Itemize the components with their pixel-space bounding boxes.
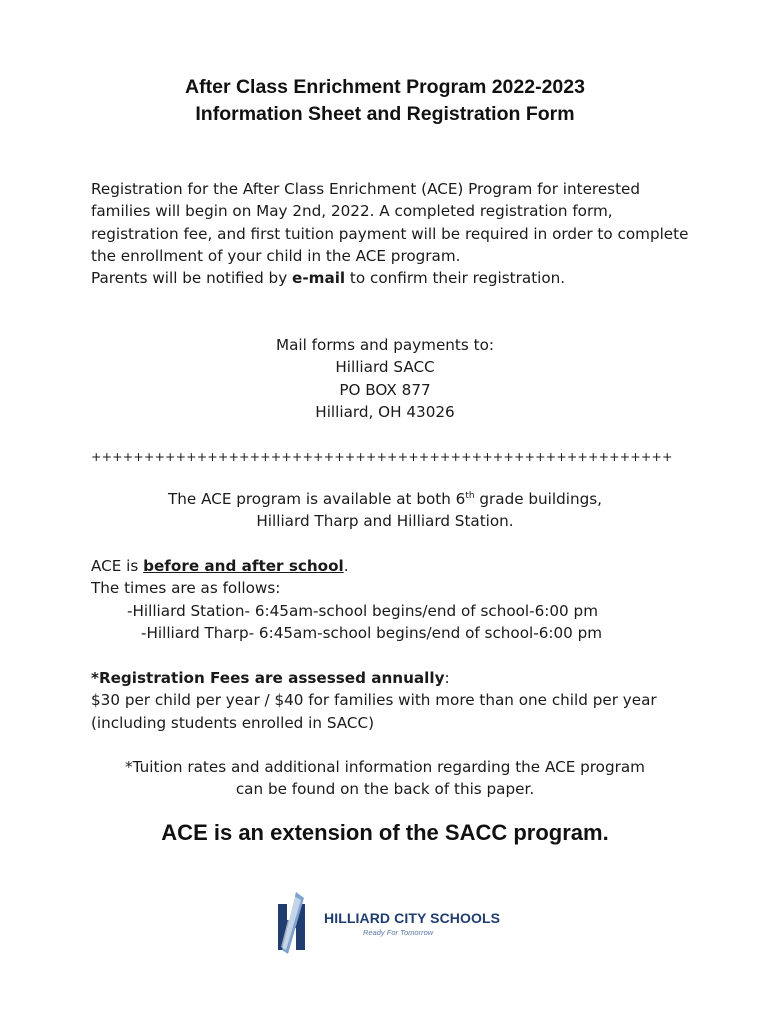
schedule-section <box>91 555 691 644</box>
before-after-school-emphasis: before and after school <box>143 557 344 575</box>
buildings-line1-post: grade buildings, <box>474 490 602 508</box>
ace-schedule-line <box>91 555 691 577</box>
tuition-line2: can be found on the back of this paper. <box>235 780 535 799</box>
registration-paragraph: Registration for the After Class Enrichment (ACE) Program for interested families will begin on May 2nd, 2022. A completed registration form, registration fee, and first tuition payment will be required in order to complete the enrollment of your child in the ACE program. <box>91 180 689 265</box>
buildings-line1 <box>0 488 770 510</box>
notification-text-post: to confirm their registration. <box>345 269 566 288</box>
mailing-address <box>0 334 770 423</box>
mail-po-box: PO BOX 877 <box>339 380 431 399</box>
ace-post: . <box>343 557 349 575</box>
ace-pre: ACE is <box>91 557 144 575</box>
notification-text-pre: Parents will be notified by <box>91 269 293 288</box>
email-emphasis: e-mail <box>292 269 346 288</box>
extension-statement: ACE is an extension of the SACC program. <box>161 820 609 845</box>
fees-heading-bold: *Registration Fees are assessed annually <box>91 669 445 687</box>
station-times: -Hilliard Station- 6:45am-school begins/end of school-6:00 pm <box>127 601 598 620</box>
school-logo <box>274 890 504 956</box>
page-title-line1: After Class Enrichment Program 2022-2023 <box>185 76 585 98</box>
tharp-times: -Hilliard Tharp- 6:45am-school begins/end of school-6:00 pm <box>141 623 603 642</box>
buildings-line1-pre: The ACE program is available at both 6 <box>168 490 466 508</box>
buildings-line2: Hilliard Tharp and Hilliard Station. <box>256 512 514 531</box>
mail-city: Hilliard, OH 43026 <box>315 402 455 421</box>
mail-heading: Mail forms and payments to: <box>276 336 494 354</box>
times-intro: The times are as follows: <box>91 579 281 598</box>
hilliard-h-logo-icon <box>274 890 318 956</box>
notification-paragraph <box>91 267 691 289</box>
registration-section <box>91 178 691 289</box>
ordinal-suffix: th <box>465 490 475 501</box>
logo-school-name: HILLIARD CITY SCHOOLS <box>324 910 501 926</box>
tuition-note <box>0 756 770 801</box>
tuition-line1: *Tuition rates and additional information regarding the ACE program <box>125 758 645 776</box>
mail-recipient: Hilliard SACC <box>335 358 435 377</box>
logo-tagline: Ready For Tomorrow <box>363 928 434 937</box>
buildings-section <box>0 488 770 533</box>
fees-heading-colon: : <box>444 669 450 687</box>
plus-separator: +++++++++++++++++++++++++++++++++++++++++++++++++++++++ <box>91 449 673 464</box>
fees-section <box>91 667 691 734</box>
page-title-line2: Information Sheet and Registration Form <box>195 103 575 125</box>
fees-detail: $30 per child per year / $40 for families with more than one child per year (including students enrolled in SACC) <box>91 691 657 732</box>
fees-heading <box>91 667 691 689</box>
